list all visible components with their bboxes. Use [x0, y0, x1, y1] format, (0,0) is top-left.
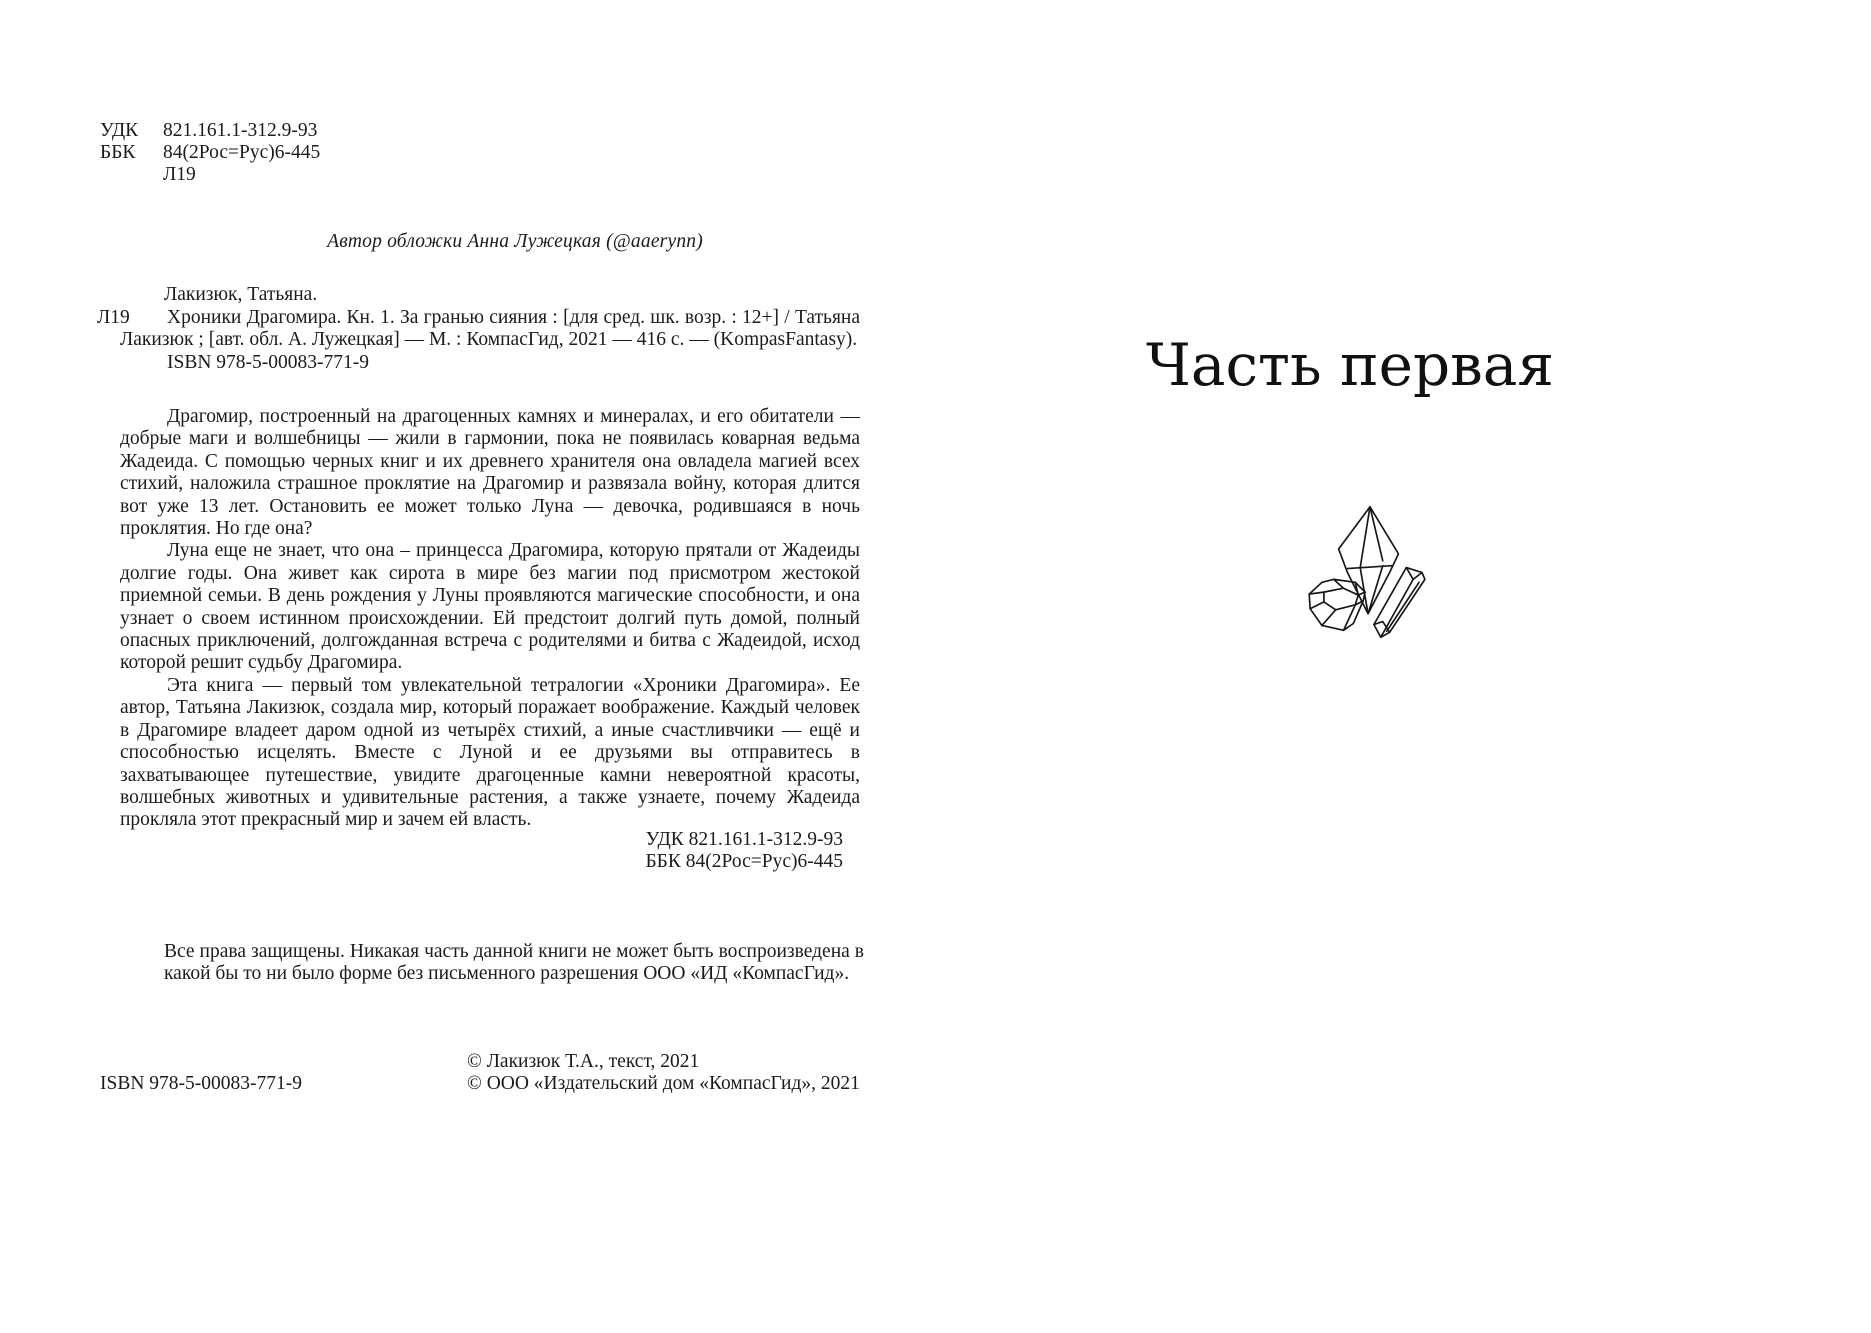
copyright-column [467, 1051, 1027, 1096]
card-body [120, 307, 860, 374]
udk-footer-line: УДК 821.161.1-312.9-93 [645, 829, 843, 850]
author-sign-line [100, 164, 520, 186]
imprint-isbn: ISBN 978-5-00083-771-9 [100, 1073, 303, 1094]
card-code: Л19 [97, 307, 130, 328]
annotation-paragraph-2: Луна еще не знает, что она – принцесса Драгомира, которую прятали от Жадеиды долгие годы. Она живет как сирота в мире без магии под присмотром жестокой приемной семьи. В день рождения у Луны проявляются магические способности, и она узнает о своем истинном происхождении. Ей предстоит долгий путь домой, полный опасных приключений, долгожданная встреча с родителями и битва с Жадеидой, исход которой решит судьбу Драгомира. [120, 540, 860, 674]
rights-notice: Все права защищены. Никакая часть данной книги не может быть воспроизведена в какой бы то ни было форме без письменного разрешения ООО «ИД «КомпасГид». [164, 941, 864, 985]
bbk-value: 84(2Рос=Рус)6-445 [163, 142, 321, 163]
bbk-label: ББК [100, 142, 136, 163]
crystals-illustration [1291, 497, 1449, 649]
part-title: Часть первая [1146, 331, 1554, 399]
card-description: Хроники Драгомира. Кн. 1. За гранью сияния : [для сред. шк. возр. : 12+] / Татьяна Лакизюк ; [авт. обл. А. Лужецкая] — М. : КомпасГид, 2021 — 416 с. — (KompasFantasy). [120, 307, 860, 351]
annotation-paragraph-3: Эта книга — первый том увлекательной тетралогии «Хроники Драгомира». Ее автор, Татьяна Лакизюк, создала мир, который поражает воображение. Каждый человек в Драгомире владеет даром одной из четырёх стихий, а иные счастливчики — ещё и способностью исцелять. Вместе с Луной и ее друзьями вы отправитесь в захватывающее путешествие, увидите драгоценные камни невероятной красоты, волшебных животных и удивительные растения, а также узнаете, почему Жадеида прокляла этот прекрасный мир и зачем ей власть. [120, 674, 860, 831]
annotation-paragraph-1: Драгомир, построенный на драгоценных камнях и минералах, и его обитатели — добрые маги и волшебницы — жили в гармонии, пока не появилась коварная ведьма Жадеида. С помощью черных книг и их древнего хранителя она овладела магией всех стихий, наложила страшное проклятие на Драгомир и развязала войну, которая длится вот уже 13 лет. Остановить ее может только Луна — девочка, родившаяся в ночь проклятия. Но где она? [120, 406, 860, 540]
udk-label: УДК [100, 120, 139, 141]
classification-footer [120, 829, 843, 874]
copyright-publisher-line: © ООО «Издательский дом «КомпасГид», 2021 [467, 1073, 860, 1095]
annotation [120, 406, 860, 832]
card-author-heading: Лакизюк, Татьяна. [164, 284, 318, 305]
bbk-footer-line: ББК 84(2Рос=Рус)6-445 [645, 851, 843, 873]
author-sign: Л19 [163, 164, 196, 185]
cover-credit: Автор обложки Анна Лужецкая (@aaerynn) [327, 231, 703, 252]
copyright-author-line: © Лакизюк Т.А., текст, 2021 [467, 1051, 700, 1072]
card-isbn: ISBN 978-5-00083-771-9 [167, 351, 370, 373]
crystals-icon [1291, 497, 1449, 649]
udk-line [100, 120, 520, 142]
udk-value: 821.161.1-312.9-93 [163, 120, 318, 141]
bbk-line [100, 142, 520, 164]
